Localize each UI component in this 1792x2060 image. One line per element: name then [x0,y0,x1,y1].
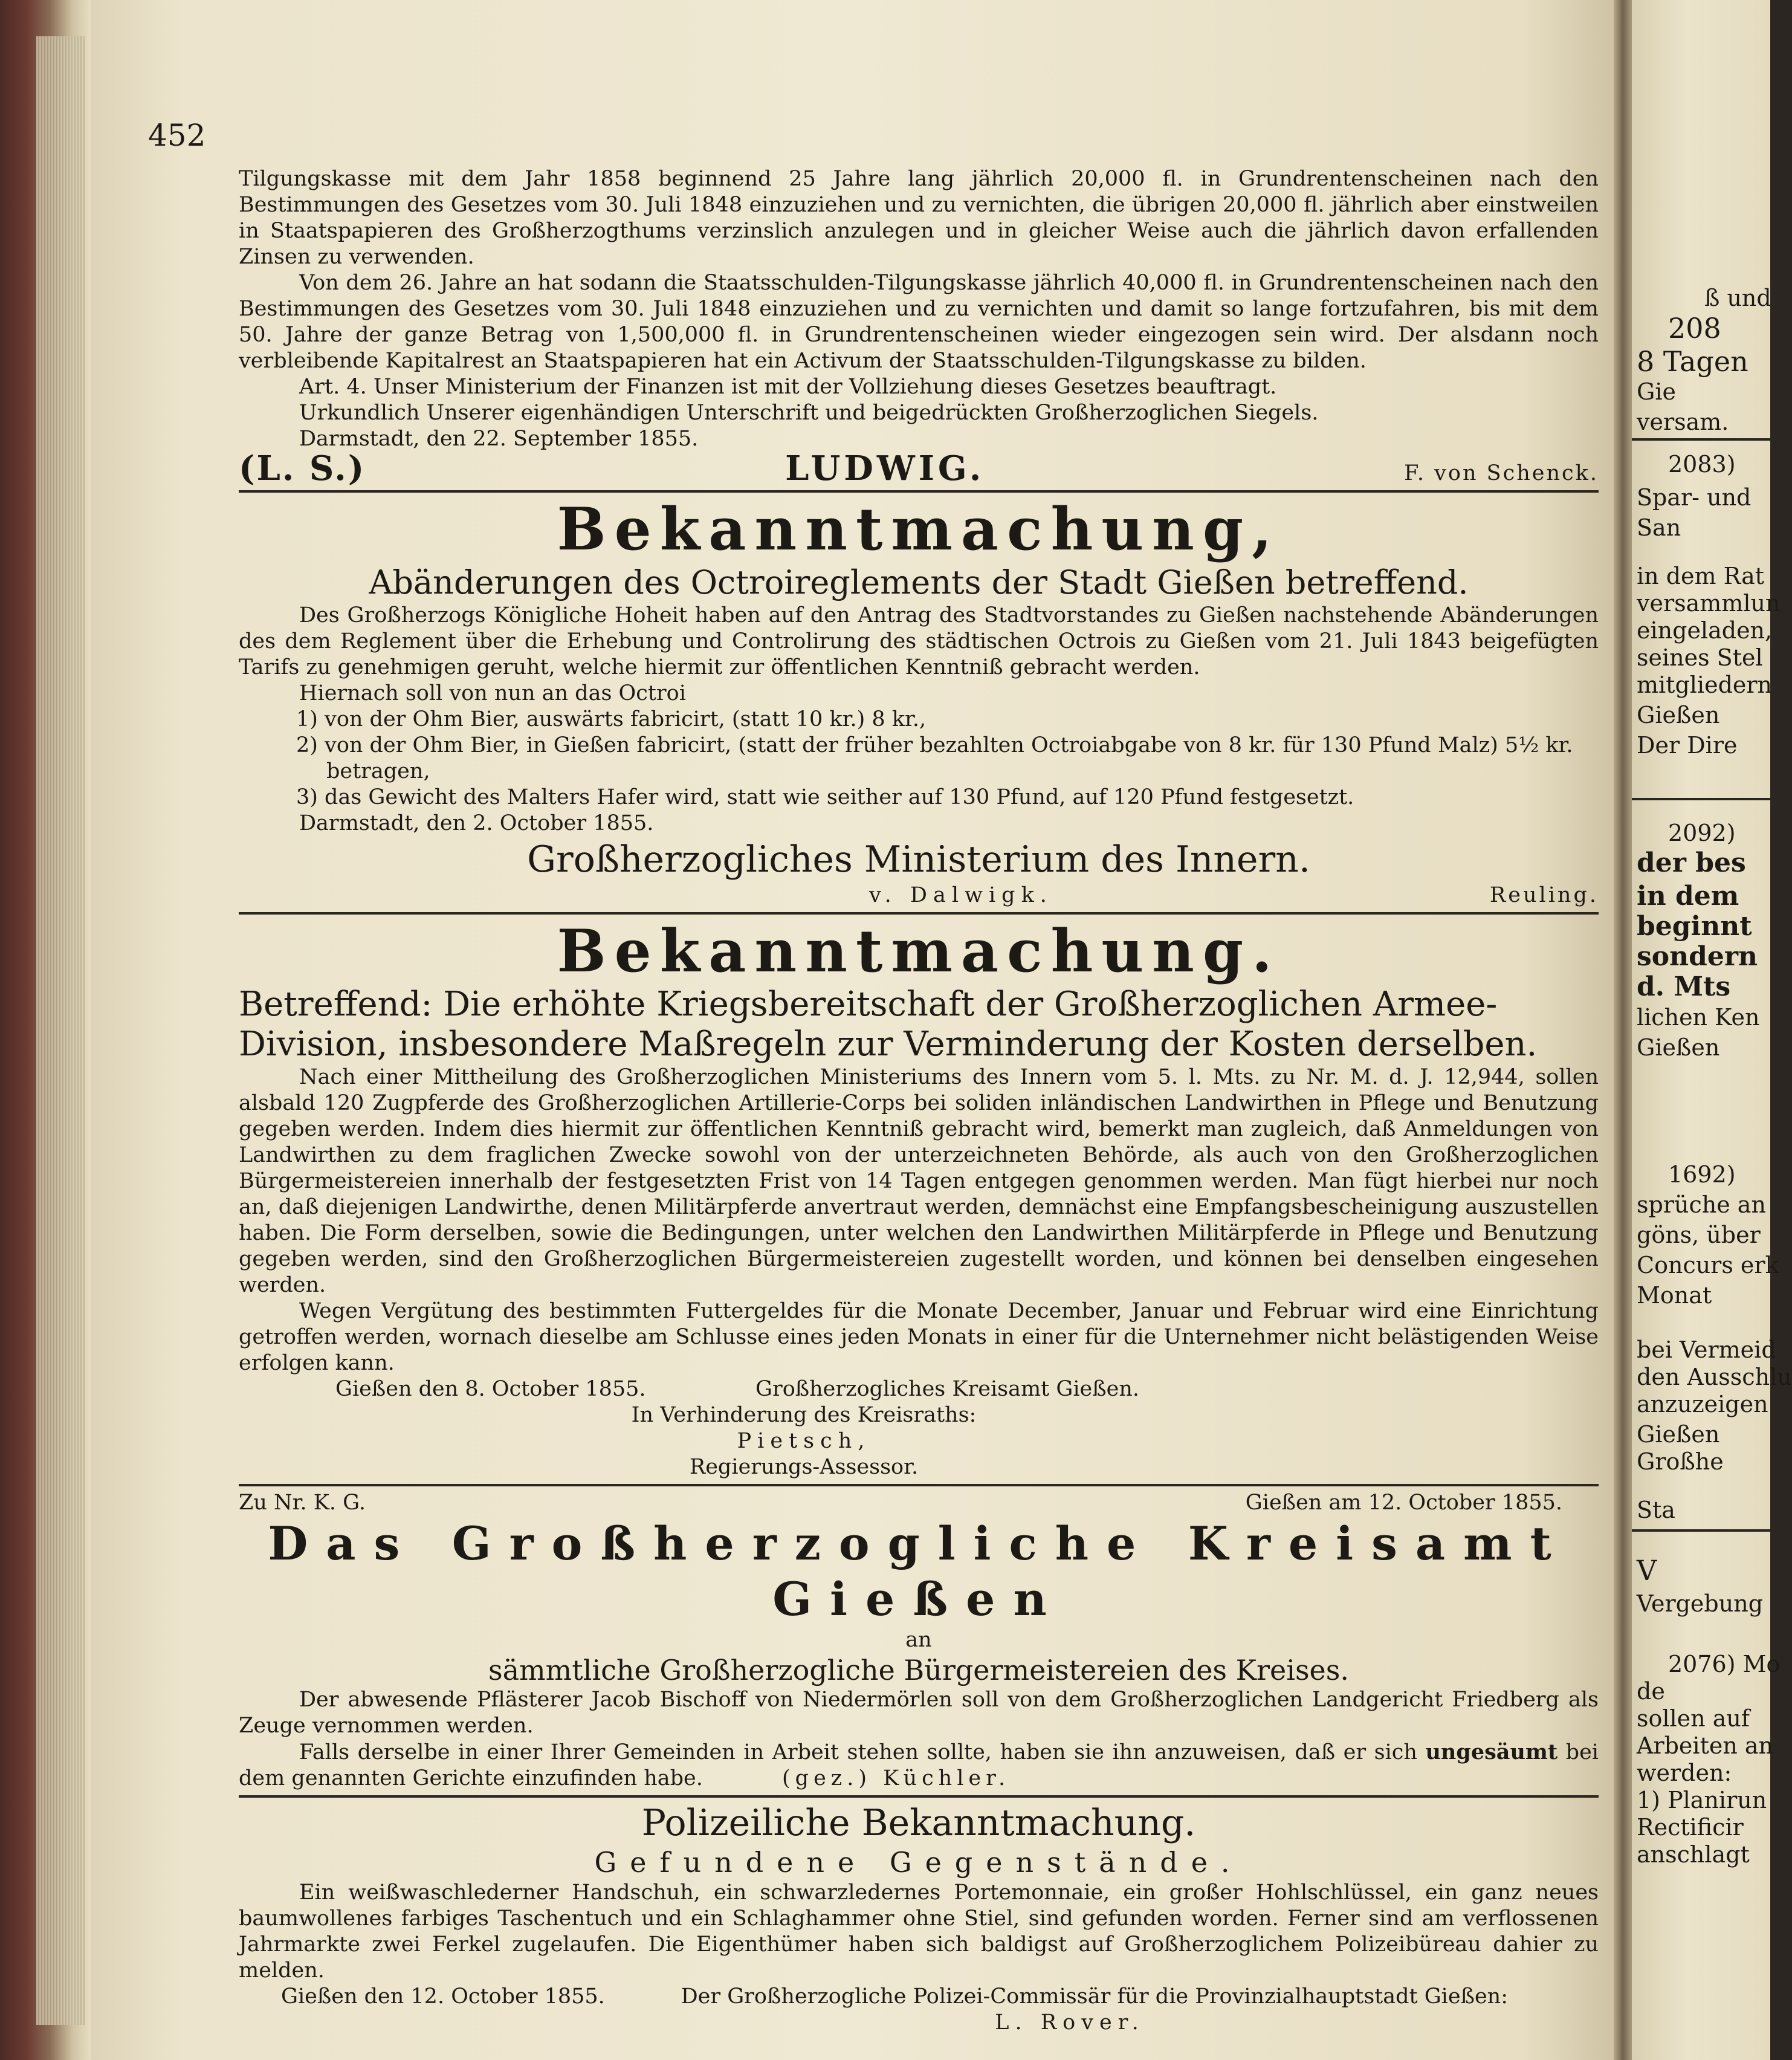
right-page-rule [1632,1529,1770,1532]
signature-row [239,449,1599,488]
notice2-betreff [239,985,1599,1064]
right-page-line: 2083) [1668,451,1736,478]
right-page-line: beginnt [1637,911,1752,942]
seal-mark: (L. S.) [239,449,366,488]
right-page-line: bei Vermeid [1637,1336,1776,1363]
article-4: Art. 4. Unser Ministerium der Finanzen ist mit der Vollziehung dieses Gesetzes beauftragt. [299,375,1277,399]
notice3-signer: (gez.) Küchler. [782,1766,1011,1790]
right-page-line: Gießen [1637,1034,1720,1061]
right-page-rule [1632,798,1770,800]
right-page-line: anzuzeigen [1637,1391,1768,1417]
right-page-line: seines Stel [1637,644,1763,671]
right-page-line: göns, über [1637,1222,1761,1248]
right-page-line: 8 Tagen [1637,345,1748,378]
right-page-line: 208 [1668,312,1721,345]
notice1-item-1: 1) von der Ohm Bier, auswärts fabricirt, (statt 10 kr.) 8 kr., [296,707,927,731]
right-page-line: mitgliedern [1637,672,1773,698]
notice3-ref: Zu Nr. K. G. [239,1491,366,1515]
law-date: Darmstadt, den 22. September 1855. [299,427,699,451]
page-stack-edge [36,36,85,2025]
right-page-line: der bes [1637,847,1746,878]
right-page-line: eingeladen, [1637,617,1773,644]
notice1-body: Des Großherzogs Königliche Hoheit haben auf den Antrag des Stadtvorstandes zu Gießen nachstehende Abänderungen des dem Reglement über die Erhebung und Controlirung des städtischen Octrois zu Gießen vom 21. Juli 1843 beigefügten Tarifs zu genehmigen geruht, welche hiermit zur öffentlichen Kenntniß gebracht werden. [239,603,1599,679]
notice2-date-row [239,1376,1599,1402]
page-content [239,166,1599,2036]
right-page-line: ß und [1704,285,1771,311]
right-page-line: V [1637,1554,1657,1587]
right-page-line: Gie [1637,378,1676,405]
notice2-title: Regierungs-Assessor. [689,1455,919,1479]
law-paragraph-1: Tilgungskasse mit dem Jahr 1858 beginnend 25 Jahre lang jährlich 20,000 fl. in Grundrentenscheinen nach den Bestimmungen des Gesetzes vom 30. Juli 1848 einzuziehen und zu vernichten, die übrigen 20,000 fl. jährlich aber einstweilen in Staatspapieren des Großherzogthums verzinslich anzulegen und in gleicher Weise auch die jährlich davon erfallenden Zinsen zu verwenden. [239,167,1599,269]
right-page-line: 2076) Mo [1668,1651,1781,1677]
right-page-line: Sta [1637,1497,1675,1523]
right-page-line: lichen Ken [1637,1004,1760,1031]
notice2-body-2: Wegen Vergütung des bestimmten Futtergeldes für die Monate December, Januar und Februar wird eine Einrichtung getroffen werden, wornach dieselbe am Schlusse eines jeden Monats in einer für die Unternehmer nicht belästigenden Weise erfolgen kann. [239,1299,1599,1375]
right-page-line: de [1637,1678,1665,1705]
notice1-clerk: Reuling. [1489,883,1599,907]
notice1-subheading: Abänderungen des Octroireglements der Stadt Gießen betreffend. [369,563,1469,601]
notice4-date-row [239,1984,1599,2010]
law-paragraph-2: Von dem 26. Jahre an hat sodann die Staatsschulden-Tilgungskasse jährlich 40,000 fl. in Grundrentenscheinen nach den Bestimmungen des Gesetzes vom 30. Juli 1848 einzuziehen und zu vernichten und damit so lange fortzufahren, bis mit dem 50. Jahre der ganze Betrag von 1,500,000 fl. in Grundrentenscheinen wieder eingezogen sein wird. Der alsdann noch verbleibende Kapitalrest an Staatspapieren hat ein Activum der Staatsschulden-Tilgungskasse zu bilden. [239,271,1599,373]
notice3-date: Gießen am 12. October 1855. [1245,1491,1562,1515]
book-left-page-edges [0,0,91,2060]
notice3-body-2a: Falls derselbe in einer Ihrer Gemeinden in Arbeit stehen sollte, haben sie ihn anzuweisen, daß er sich [299,1740,1417,1764]
notice4-heading: Polizeiliche Bekanntmachung. [641,1802,1196,1844]
right-page-fragment [1632,0,1792,2060]
notice3-header-row [239,1490,1599,1516]
right-page-line: den Ausschlu [1637,1364,1792,1390]
right-page-line: Vergebung [1637,1590,1764,1617]
right-page-line: Rectificir [1637,1814,1744,1841]
right-page-line: sprüche an [1637,1191,1766,1218]
betreff-text: Die erhöhte Kriegsbereitschaft der Großherzoglichen Armee-Division, insbesondere Maßregeln zur Verminderung der Kosten derselben. [239,985,1538,1064]
section-divider [239,490,1599,493]
notice3-heading: Das Großherzogliche Kreisamt Gießen [268,1517,1570,1626]
right-page-line: Der Dire [1637,732,1738,759]
certification: Urkundlich Unserer eigenhändigen Unterschrift und beigedrückten Großherzoglichen Siegels. [299,401,1319,425]
notice2-date: Gießen den 8. October 1855. [335,1377,646,1401]
ruler-signature: LUDWIG. [785,449,985,488]
notice3-an: an [905,1628,932,1652]
notice1-authority: Großherzogliches Ministerium des Innern. [527,838,1310,881]
notice1-heading: Bekanntmachung, [557,495,1281,563]
section-divider [239,1484,1599,1486]
countersignature: F. von Schenck. [1404,461,1599,485]
notice1-item-2: 2) von der Ohm Bier, in Gießen fabricirt, (statt der früher bezahlten Octroiabgabe von 8 kr. für 130 Pfund Malz) 5½ kr. betragen, [296,733,1573,783]
notice2-deputy: In Verhinderung des Kreisraths: [631,1403,977,1427]
notice4-date: Gießen den 12. October 1855. [281,1984,605,2009]
notice3-emphasis: ungesäumt [1425,1740,1558,1764]
book-gutter [1614,0,1632,2060]
notice1-signer: v. Dalwigk. [869,883,1053,907]
notice3-body-2 [239,1739,1599,1792]
notice3-body-2b: bei dem genannten Gerichte einzufinden habe. [239,1740,1599,1790]
right-page-line: versammlun [1637,590,1781,617]
notice1-date: Darmstadt, den 2. October 1855. [299,811,654,835]
right-page-line: 2092) [1668,820,1736,846]
page-number: 452 [148,118,206,153]
notice4-signer: L. Rover. [995,2010,1145,2035]
right-page-line: 1) Planirun [1637,1787,1767,1813]
betreff-label: Betreffend: [239,985,433,1024]
notice3-addressee: sämmtliche Großherzogliche Bürgermeistereien des Kreises. [488,1654,1350,1686]
notice4-body: Ein weißwaschlederner Handschuh, ein schwarzledernes Portemonnaie, ein großer Hohlschlüssel, ein ganz neues baumwollenes farbiges Taschentuch und ein Schlaghammer ohne Stiel, sind gefunden worden. Ferner sind am verflossenen Jahrmarkte zwei Ferkel zugelaufen. Die Eigenthümer haben sich baldigst auf Großherzoglichem Polizeibüreau dahier zu melden. [239,1880,1599,1983]
right-page-rule [1632,438,1770,441]
notice2-authority: Großherzogliches Kreisamt Gießen. [755,1377,1139,1401]
notice1-signatures [239,883,1599,909]
right-page-line: San [1637,514,1681,541]
right-page-line: in dem Rat [1637,563,1765,589]
right-page-line: anschlagt [1637,1841,1750,1868]
right-page-line: versam. [1637,409,1729,435]
notice4-subheading: Gefundene Gegenstände. [594,1846,1243,1879]
right-page-line: Großhe [1637,1448,1724,1475]
section-divider [239,912,1599,915]
notice4-authority: Der Großherzogliche Polizei-Commissär für die Provinzialhauptstadt Gießen: [681,1984,1508,2009]
notice2-signer: Pietsch, [737,1429,871,1453]
notice3-body: Der abwesende Pflästerer Jacob Bischoff von Niedermörlen soll von dem Großherzoglichen Landgericht Friedberg als Zeuge vernommen werden. [239,1688,1599,1738]
right-page-line: Gießen [1637,1421,1720,1448]
right-page-line: Concurs erk [1637,1252,1779,1278]
notice2-body: Nach einer Mittheilung des Großherzoglichen Ministeriums des Innern vom 5. l. Mts. zu Nr. M. d. J. 12,944, sollen alsbald 120 Zugpferde des Großherzoglichen Artillerie-Corps bei soliden inländischen Landwirthen in Pflege und Benutzung gegeben werden. Indem dies hiermit zur öffentlichen Kenntniß gebracht wird, bemerkt man zugleich, daß Anmeldungen von Landwirthen zu dem fraglichen Zwecke sowohl von der unterzeichneten Behörde, als auch von den Großherzoglichen Bürgermeistereien innerhalb der festgesetzten Frist von 14 Tagen entgegen genommen werden. Man fügt hierbei nur noch an, daß diejenigen Landwirthe, denen Militärpferde anvertraut werden, demnächst eine Empfangsbescheinigung auszustellen haben. Die Form derselben, sowie die Bedingungen, unter welchen den Landwirthen Militärpferde in Pflege und Benutzung gegeben werden, sind den Großherzoglichen Bürgermeistereien zugestellt worden, und können bei denselben eingesehen werden. [239,1065,1599,1297]
right-page-line: werden: [1637,1760,1732,1786]
right-page-line: Gießen [1637,702,1720,728]
notice1-intro: Hiernach soll von nun an das Octroi [299,681,686,705]
right-page-line: 1692) [1668,1161,1736,1188]
right-page-line: Monat [1637,1282,1712,1309]
right-page-line: sollen auf [1637,1705,1750,1732]
right-page-line: Arbeiten an [1637,1732,1774,1759]
notice2-heading: Bekanntmachung. [557,917,1281,985]
section-divider [239,1795,1599,1798]
right-page-line: sondern [1637,941,1758,972]
right-page-line: in dem [1637,881,1739,912]
right-page-line: Spar- und [1637,484,1752,511]
right-page-line: d. Mts [1637,971,1731,1002]
notice1-item-3: 3) das Gewicht des Malters Hafer wird, statt wie seither auf 130 Pfund, auf 120 Pfund festgesetzt. [296,785,1354,809]
